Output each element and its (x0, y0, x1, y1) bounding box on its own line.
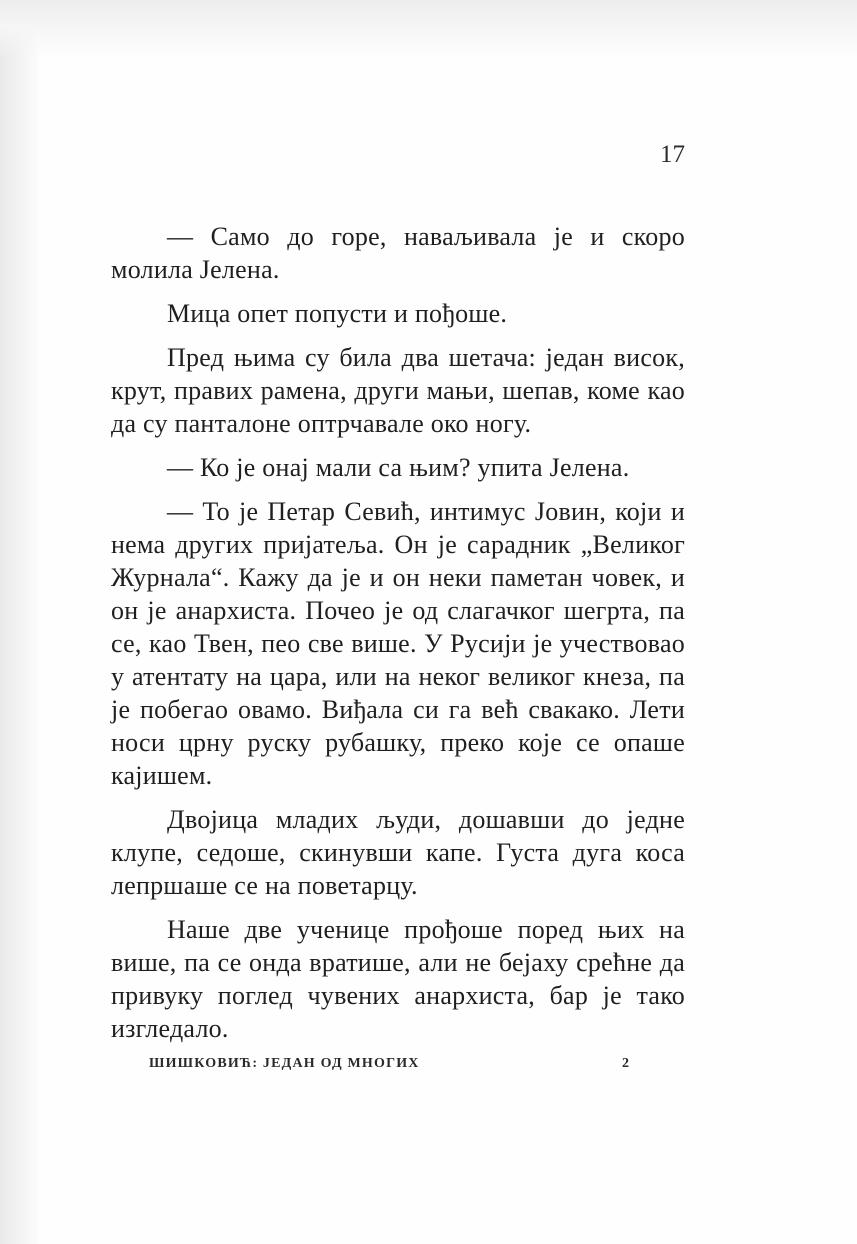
paragraph-1: — Само до горе, наваљивала је и скоро молила Јелена. (111, 222, 685, 284)
printer-signature-line (149, 1056, 629, 1072)
paragraph-2: Мица опет попусти и пођоше. (167, 299, 508, 328)
paragraph-6: Двојица младих људи, дошавши до једне клупе, седоше, скинувши капе. Густа дуга коса лепршаше се на поветарцу. (111, 805, 685, 900)
page-gutter-shadow (0, 0, 38, 1244)
paragraph-4: — Ко је онај мали са њим? упита Јелена. (167, 453, 630, 482)
paragraph-3: Пред њима су била два шетача: један висок, крут, правих рамена, други мањи, шепав, коме као да су панталоне оптрчавале око ногу. (111, 343, 685, 438)
text-body (111, 220, 685, 1045)
paragraph-7: Наше две ученице прођоше поред њих на више, па се онда вратише, али не бејаху срећне да привуку поглед чувених анархиста, бар је тако изгледало. (111, 915, 685, 1043)
page-top-shadow (0, 0, 857, 60)
signature-text: ШИШКОВИЋ: ЈЕДАН ОД МНОГИХ (149, 1056, 420, 1071)
paragraph-5: — То је Петар Севић, интимус Јовин, који и нема других пријатеља. Он је сарадник „Великог Журнала“. Кажу да је и он неки паметан човек, и он је анархиста. Почео је од слагачког шегрта, па се, као Твен, пео све више. У Русији је учествовао у атентату на цара, или на неког великог кнеза, па је побегао овамо. Виђала си га већ свакако. Лети носи црну руску рубашку, преко које се опаше кајишем. (111, 497, 685, 790)
signature-number: 2 (622, 1056, 629, 1071)
page-number: 17 (660, 141, 685, 168)
